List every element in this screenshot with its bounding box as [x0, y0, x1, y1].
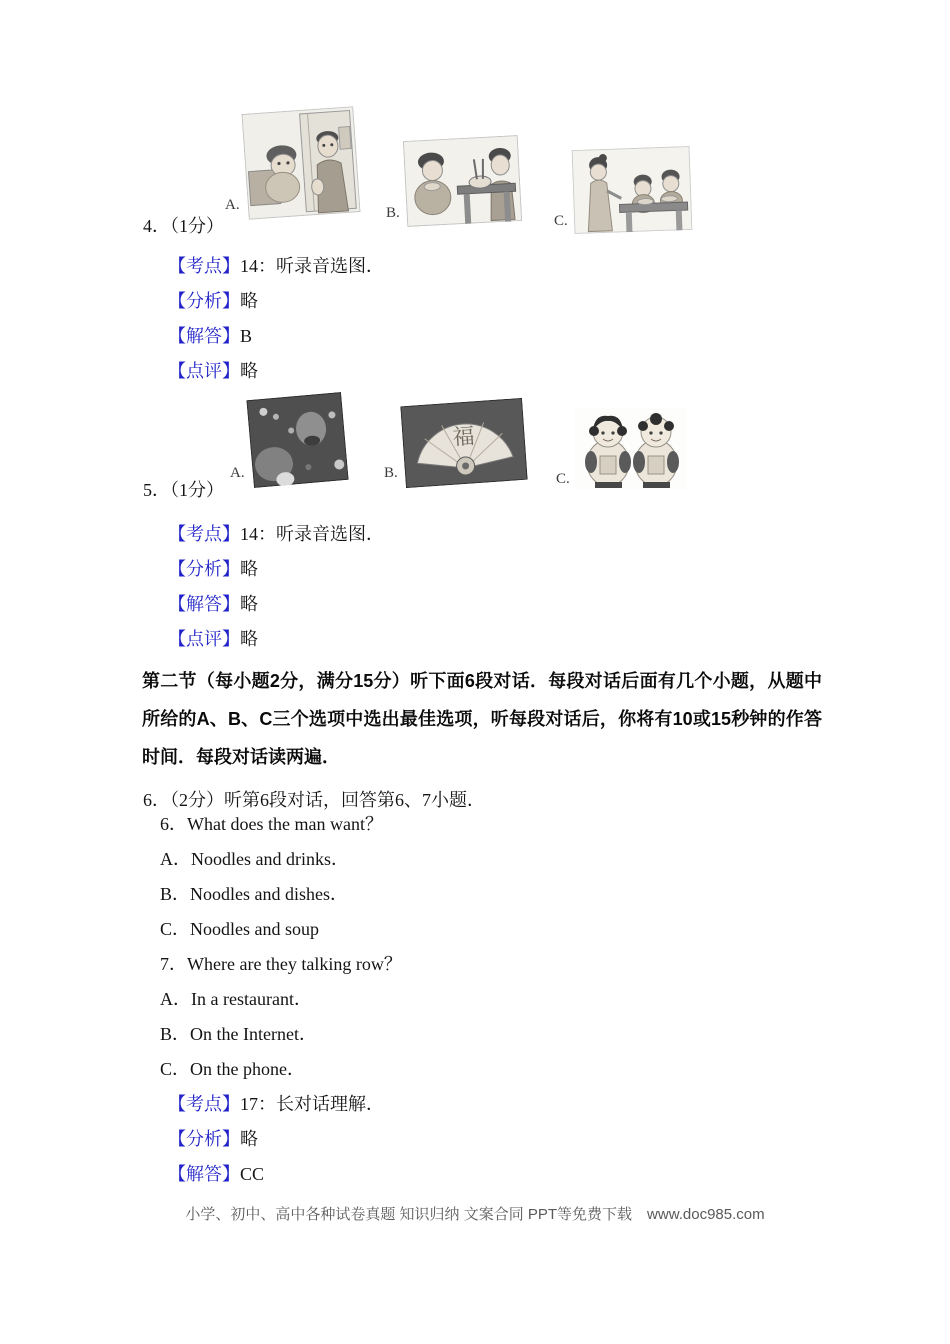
field-text: 17：长对话理解．	[240, 1094, 384, 1114]
field-tag: 【解答】	[168, 594, 240, 614]
q5-figure-b	[384, 402, 525, 484]
q5-option-a-image	[246, 392, 348, 488]
q5-figure-b-label: B.	[384, 465, 398, 481]
field-tag: 【点评】	[168, 629, 240, 649]
field-tag: 【分析】	[168, 291, 240, 311]
q6-heading: 6．（2分）听第6段对话，回答第6、7小题．	[143, 790, 485, 810]
q6-option-b: B．Noodles and dishes．	[160, 884, 348, 904]
footer-text: 小学、初中、高中各种试卷真题 知识归纳 文案合同 PPT等免费下载 www.doc985.com	[185, 1206, 765, 1223]
field-text: CC	[240, 1164, 265, 1184]
field-tag: 【分析】	[168, 559, 240, 579]
q6-q7-questions	[0, 812, 950, 1081]
q4-number: 4．（1分）	[143, 216, 224, 236]
q7-option-b: B．On the Internet．	[160, 1024, 317, 1044]
field-text: 略	[240, 594, 258, 614]
field-tag: 【解答】	[168, 326, 240, 346]
field-tag: 【分析】	[168, 1129, 240, 1149]
field-text: 14：听录音选图．	[240, 256, 384, 276]
q5-figure-a-label: A.	[230, 465, 245, 481]
field-text: 略	[240, 559, 258, 579]
field-text: 略	[240, 291, 258, 311]
q5-option-b-image	[400, 398, 527, 488]
q6-field-kaodian	[168, 1092, 950, 1117]
q5-field-fenxi	[168, 557, 950, 582]
q6-option-c: C．Noodles and soup	[160, 919, 319, 939]
field-text: 略	[240, 361, 258, 381]
field-text: B	[240, 326, 253, 346]
field-tag: 【解答】	[168, 1164, 240, 1184]
q4-figure-b-label: B.	[386, 205, 400, 221]
q6-field-fenxi	[168, 1127, 950, 1152]
q4-field-fenxi	[168, 289, 950, 314]
q4-figure-c-label: C.	[554, 213, 568, 229]
q4-field-jieda	[168, 324, 950, 349]
q5-field-jieda	[168, 592, 950, 617]
q5-figure-c-label: C.	[556, 471, 570, 487]
field-text: 14：听录音选图．	[240, 524, 384, 544]
q7-option-c: C．On the phone．	[160, 1059, 305, 1079]
q6-answer-fields	[0, 1092, 950, 1187]
q5-figure-c	[556, 408, 687, 490]
q4-figure-a	[225, 110, 357, 216]
q5-field-dianping	[168, 627, 950, 652]
fan-character-text: 福	[451, 423, 476, 450]
q7-question: 7．Where are they talking row？	[160, 954, 402, 974]
q7-option-a: A．In a restaurant．	[160, 989, 312, 1009]
q4-figure-row	[0, 108, 950, 240]
q4-figure-b	[386, 138, 520, 224]
q5-option-c-image	[575, 408, 687, 490]
q4-figure-a-label: A.	[225, 197, 240, 213]
field-text: 略	[240, 1129, 258, 1149]
q5-number: 5．（1分）	[143, 480, 224, 500]
q4-field-dianping	[168, 359, 950, 384]
page-footer	[0, 1203, 950, 1224]
q5-answer-fields	[0, 522, 950, 652]
q6-field-jieda	[168, 1162, 950, 1187]
q4-option-b-image	[403, 135, 522, 227]
q4-option-a-image	[241, 106, 360, 220]
q6-option-a: A．Noodles and drinks．	[160, 849, 349, 869]
field-tag: 【点评】	[168, 361, 240, 381]
field-tag: 【考点】	[168, 1094, 240, 1114]
q6-question: 6．What does the man want？	[160, 814, 383, 834]
q4-field-kaodian	[168, 254, 950, 279]
q5-figure-row	[0, 394, 950, 502]
q4-option-c-image	[571, 146, 692, 234]
field-text: 略	[240, 629, 258, 649]
q4-answer-fields	[0, 254, 950, 384]
q5-field-kaodian	[168, 522, 950, 547]
field-tag: 【考点】	[168, 256, 240, 276]
q5-figure-a	[230, 396, 345, 484]
q4-figure-c	[554, 148, 691, 232]
section-2-instructions: 第二节（每小题2分，满分15分）听下面6段对话．每段对话后面有几个小题，从题中所给的A、B、C三个选项中选出最佳选项，听每段对话后，你将有10或15秒钟的作答时间．每段对话读两遍．	[142, 671, 822, 767]
field-tag: 【考点】	[168, 524, 240, 544]
